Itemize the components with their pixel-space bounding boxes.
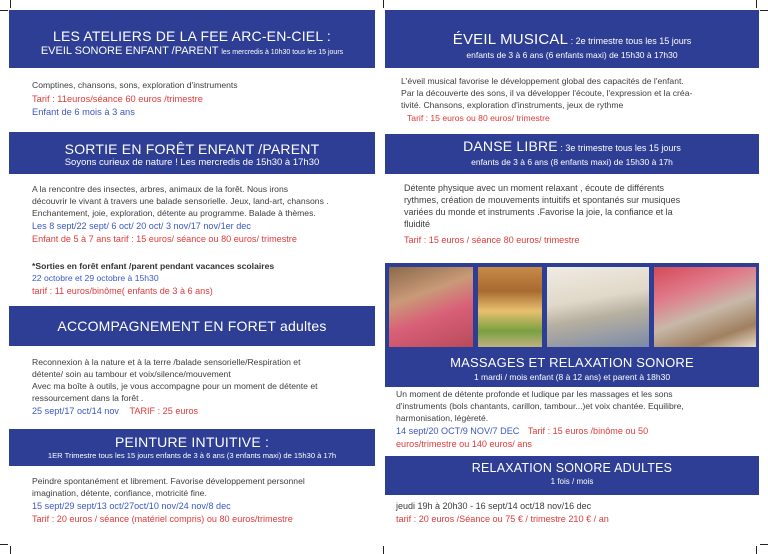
massages-line-1: Un moment de détente profonde et ludique par les massages et les sons [396, 389, 673, 399]
peinture-subtitle: 1ER Trimestre tous les 15 jours enfants de 3 à 6 ans (3 enfants maxi) de 15h30 à 17h [47, 451, 337, 460]
eveil-title-suffix: : 2e trimestre tous les 15 jours [568, 36, 692, 46]
danse-title-line [385, 138, 759, 156]
peinture-header [9, 429, 375, 466]
accompagnement-line-1: Reconnexion à la nature et à la terre /balade sensorielle/Respiration et [32, 357, 301, 367]
danse-tarif: Tarif : 15 euros / séance 80 euros/ trimestre [404, 235, 580, 245]
sortie-header [9, 132, 375, 174]
vacances-tarif: tarif : 11 euros/binôme( enfants de 3 à 6 ans) [32, 286, 213, 296]
eveil-title: ÉVEIL MUSICAL [452, 31, 569, 48]
sortie-line-2: découvrir le vivant à travers une balade sensorielle. Jeux, land-art, chansons . [32, 196, 329, 206]
eveil-subtitle: enfants de 3 à 6 ans (6 enfants maxi) de 15h30 à 17h30 [466, 50, 678, 60]
sortie-line-3: Enchantement, joie, exploration, détente au programme. Balade à thèmes. [32, 208, 316, 218]
sortie-dates: Les 8 sept/22 sept/ 6 oct/ 20 oct/ 3 nov/17 nov/1er dec [32, 221, 251, 231]
relaxation-schedule: jeudi 19h à 20h30 - 16 sept/14 oct/18 nov/16 dec [396, 501, 592, 511]
accompagnement-pricing [32, 406, 198, 418]
crop-mark [383, 546, 384, 554]
accompagnement-line-2: détente/ soin au tambour et voix/silence/mouvement [32, 369, 231, 379]
eveil-title-line [385, 32, 759, 49]
peinture-line-2: imagination, détente, confiance, motricité fine. [32, 488, 207, 498]
crop-mark [383, 0, 384, 8]
ateliers-description: Comptines, chansons, sons, exploration d'instruments [32, 80, 238, 90]
sortie-line-1: A la rencontre des insectes, arbres, animaux de la forêt. Nous irons [32, 184, 289, 194]
danse-line-3: variées du monde et instruments .Favorise la joie, la confiance et la [404, 207, 673, 217]
eveil-header [385, 10, 759, 68]
danse-line-4: fluidité [404, 219, 431, 229]
sortie-title: SORTIE EN FORÊT ENFANT /PARENT [64, 141, 320, 157]
massages-line-2: d'instruments (bols chantants, carillon, tambour...)et voix chantée. Equilibre, [396, 401, 684, 411]
sortie-subtitle: Soyons curieux de nature ! Les mercredis de 15h30 à 17h30 [64, 157, 320, 168]
massages-line-3: harmonisation, légèreté. [396, 413, 489, 423]
crop-mark [756, 546, 757, 554]
massages-pricing [396, 426, 648, 438]
photo-child-drawing [478, 267, 542, 347]
photo-child-drum [389, 267, 473, 347]
relaxation-subtitle: 1 fois / mois [550, 477, 594, 486]
ateliers-header [9, 10, 375, 68]
massages-tarif-a: Tarif : 15 euros /binôme ou 50 [527, 426, 649, 436]
danse-header [385, 134, 759, 174]
ateliers-tarif: Tarif : 11euros/séance 60 euros /trimestre [32, 94, 203, 104]
danse-title: DANSE LIBRE [463, 138, 558, 154]
photo-classroom [547, 267, 649, 347]
sortie-tarif: Enfant de 5 à 7 ans tarif : 15 euros/ séance ou 80 euros/ trimestre [32, 234, 297, 244]
relaxation-tarif: tarif : 20 euros /Séance ou 75 € / trimestre 210 € / an [396, 514, 609, 524]
peinture-dates: 15 sept/29 sept/13 oct/27oct/10 nov/24 nov/8 dec [32, 501, 231, 511]
crop-mark [10, 0, 11, 8]
massages-tarif-b: euros/trimestre ou 140 euros/ ans [396, 439, 532, 449]
danse-title-suffix: : 3e trimestre tous les 15 jours [557, 143, 681, 153]
eveil-tarif: Tarif : 15 euros ou 80 euros/ trimestre [407, 113, 550, 123]
peinture-line-1: Peindre spontanément et librement. Favorise développement personnel [32, 476, 305, 486]
danse-subtitle: enfants de 3 à 6 ans (8 enfants maxi) de 15h30 à 17h [471, 157, 673, 167]
peinture-title: PEINTURE INTUITIVE : [114, 434, 270, 450]
peinture-tarif: Tarif : 20 euros / séance (matériel compris) ou 80 euros/trimestre [32, 514, 293, 524]
crop-mark [756, 0, 757, 8]
accompagnement-dates: 25 sept/17 oct/14 nov [32, 406, 119, 416]
vacances-dates: 22 octobre et 29 octobre à 15h30 [32, 273, 159, 283]
relaxation-title: RELAXATION SONORE ADULTES [471, 461, 673, 475]
crop-mark [760, 10, 768, 11]
massages-subtitle: 1 mardi / mois enfant (8 à 12 ans) et parent à 18h30 [473, 372, 671, 382]
ateliers-subtitle-line [9, 44, 375, 60]
massages-title: MASSAGES ET RELAXATION SONORE [450, 355, 694, 370]
danse-line-1: Détente physique avec un moment relaxant , écoute de différents [404, 183, 664, 193]
eveil-line-1: L'éveil musical favorise le développement global des capacités de l'enfant. [401, 76, 684, 86]
ateliers-subtitle-small: les mercredis à 10h30 tous les 15 jours [221, 49, 344, 56]
accompagnement-tarif: TARIF : 25 euros [129, 406, 199, 416]
eveil-line-3: tivité. Chansons, exploration d'instruments, jeux de rythme [401, 100, 624, 110]
accompagnement-line-4: ressourcement dans la forêt . [32, 393, 144, 403]
massages-header [385, 351, 759, 387]
ateliers-title: LES ATELIERS DE LA FEE ARC-EN-CIEL : [53, 28, 331, 44]
accompagnement-line-3: Avec ma boîte à outils, je vous accompagne pour un moment de détente et [32, 381, 318, 391]
accompagnement-header [9, 306, 375, 346]
eveil-line-2: Par la découverte des sons, il va développer l'écoute, l'expression et la créa- [401, 88, 693, 98]
relaxation-header [385, 456, 759, 495]
crop-mark [0, 544, 8, 545]
ateliers-age: Enfant de 6 mois à 3 ans [32, 107, 135, 117]
photo-children-painting [654, 267, 756, 347]
accompagnement-title: ACCOMPAGNEMENT EN FORET adultes [57, 318, 327, 334]
crop-mark [0, 10, 8, 11]
massages-dates: 14 sept/20 OCT/9 NOV/7 DEC [396, 426, 520, 436]
crop-mark [760, 544, 768, 545]
crop-mark [10, 546, 11, 554]
danse-line-2: rythmes, création de mouvements intuitifs et spontanés sur musiques [404, 195, 681, 205]
vacances-title: *Sorties en forêt enfant /parent pendant vacances scolaires [32, 261, 275, 271]
ateliers-subtitle: EVEIL SONORE ENFANT /PARENT [40, 45, 219, 57]
